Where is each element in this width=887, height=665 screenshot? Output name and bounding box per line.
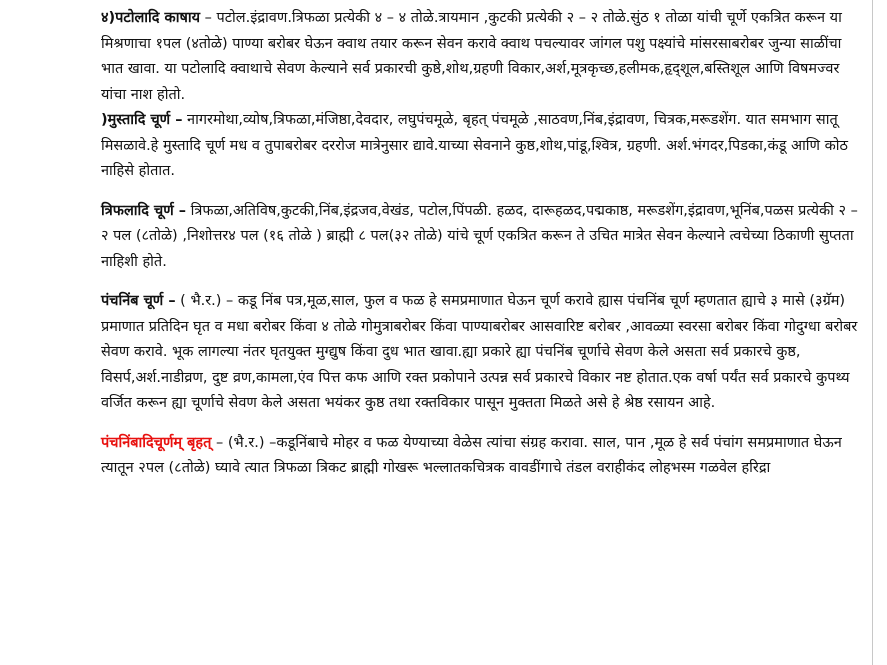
heading-patoladi: ४)पटोलादि काषाय: [101, 10, 200, 26]
text-panchanimb: ( भै.र.) – कडू निंब पत्र,मूळ,साल, फुल व फळ हे समप्रमाणात घेऊन चूर्ण करावे ह्यास पंचनिंब चूर्ण म्हणतात ह्याचे ३ मासे (३ग्रॅम) प्रमाणात प्रतिदिन घृत व मधा बरोबर किंवा ४ तोळे गोमुत्राबरोबर किंवा पाण्याबरोबर आसवारिष्ट बरोबर ,आवळ्या स्वरसा बरोबर किंवा गोदुग्धा बरोबर सेवण करावे. भूक लागल्या नंतर घृतयुक्त मुग्द्युष किंवा दुध भात खावा.ह्या प्रकारे ह्या पंचनिंब चूर्णाचे सेवण केले असता सर्व प्रकारचे कुष्ठ, विसर्प,अर्श.नाडीव्रण, दुष्ट व्रण,कामला,एंव पित्त कफ आणि रक्त प्रकोपाने उत्पन्न सर्व प्रकारचे विकार नष्ट होतात.एक वर्षा पर्यंत सर्व प्रकारचे कुपथ्य वर्जित करून ह्या चूर्णाचे सेवण केले असता भयंकर कुष्ठ तथा रक्तविकार पासून मुक्तता मिळते असे हे श्रेष्ठ रसायन आहे.: [101, 293, 858, 411]
paragraph-patoladi: [101, 6, 867, 108]
heading-panchanimbadi: पंचनिंबादिचूर्णम् बृहत्: [101, 434, 212, 451]
heading-mustadi: )मुस्तादि चूर्ण –: [101, 112, 183, 128]
document-body: [101, 6, 867, 482]
paragraph-spacer: [101, 185, 867, 199]
paragraph-spacer: [101, 417, 867, 431]
text-mustadi: नागरमोथा,व्योष,त्रिफळा,मंजिष्ठा,देवदार, लघुपंचमूळे, बृहत् पंचमूळे ,साठवण,निंब,इंद्रावण, चित्रक,मरूडशेंग. यात समभाग सातू मिसळावे.हे मुस्तादि चूर्ण मध व तुपाबरोबर दररोज मात्रेनुसार द्यावे.याच्या सेवनाने कुष्ठ,शोथ,पांडू,श्वित्र, ग्रहणी. अर्श.भंगदर,पिडका,कंडू आणि कोठ नाहिसे होतात.: [101, 112, 848, 179]
text-patoladi: – पटोल.इंद्रावण.त्रिफळा प्रत्येकी ४ – ४ तोळे.त्रायमान ,कुटकी प्रत्येकी २ – २ तोळे.सुंठ १ तोळा यांची चूर्णे एकत्रित करून या मिश्रणाचा १पल (४तोळे) पाण्या बरोबर घेऊन क्वाथ तयार करून सेवन करावे क्वाथ पचल्यावर जांगल पशु पक्ष्यांचे मांसरसाबरोबर जुन्या साळींचा भात खावा. या पटोलादि क्वाथाचे सेवण केल्याने सर्व प्रकारची कुष्ठे,शोथ,ग्रहणी विकार,अर्श,मूत्रकृच्छ,हलीमक,हृद्शूल,बस्तिशूल आणि विषमज्वर यांचा नाश होतो.: [101, 10, 842, 103]
paragraph-triphaladi: [101, 199, 867, 276]
page-margin-line: [872, 0, 873, 665]
paragraph-panchanimbadi: [101, 431, 867, 482]
paragraph-mustadi: [101, 108, 867, 185]
paragraph-spacer: [101, 275, 867, 289]
text-panchanimbadi: – (भै.र.) –कडूनिंबाचे मोहर व फळ येण्याच्या वेळेस त्यांचा संग्रह करावा. साल, पान ,मूळ हे सर्व पंचांग समप्रमाणात घेऊन त्यातून २पल (८तोळे) घ्यावे त्यात त्रिफळा त्रिकट ब्राह्मी गोखरू भल्लातकचित्रक वावडींगाचे तंडल वराहीकंद लोहभस्म गळवेल हरिद्रा: [101, 434, 842, 476]
paragraph-panchanimb: [101, 289, 867, 417]
text-triphaladi: त्रिफळा,अतिविष,कुटकी,निंब,इंद्रजव,वेखंड, पटोल,पिंपळी. हळद, दारूहळद,पद्मकाष्ठ, मरूडशेंग,इंद्रावण,भूनिंब,पळस प्रत्येकी २ – २ पल (८तोळे) ,निशोत्तर४ पल (१६ तोळे ) ब्राह्मी ८ पल(३२ तोळे) यांचे चूर्ण एकत्रित करून ते उचित मात्रेत सेवन केल्याने त्वचेच्या ठिकाणी सुप्तता नाहिशी होते.: [101, 202, 858, 270]
heading-triphaladi: त्रिफलादि चूर्ण –: [101, 202, 187, 219]
heading-panchanimb: पंचनिंब चूर्ण –: [101, 293, 176, 309]
